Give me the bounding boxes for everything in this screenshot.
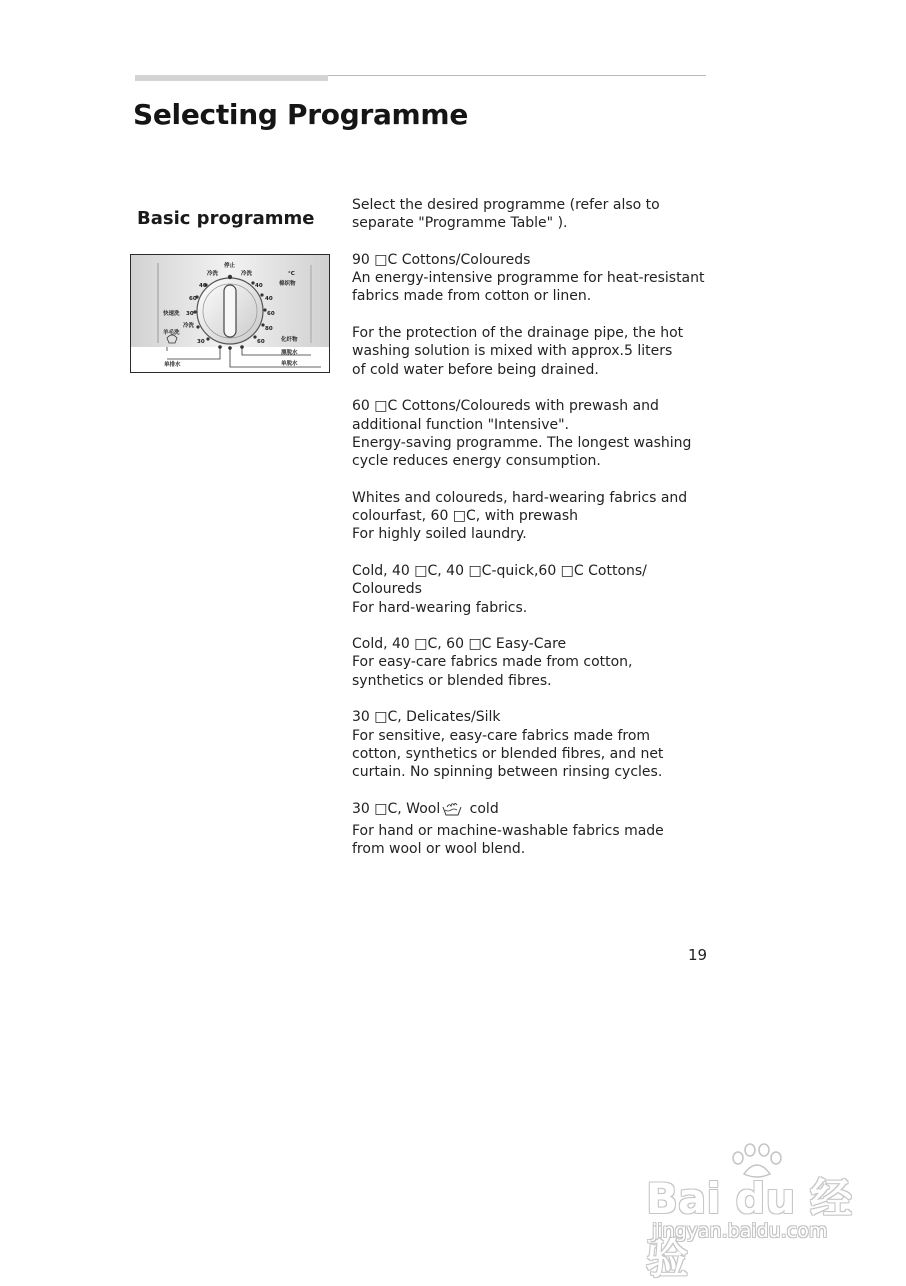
watermark-logo: Bai du 经验 <box>646 1174 852 1283</box>
paragraph-easy-care: Cold, 40 □C, 60 □C Easy-Care For easy-care fabrics made from cotton, synthetics or blended fibres. <box>352 636 633 689</box>
paragraph-delicates: 30 □C, Delicates/Silk For sensitive, easy-care fabrics made from cotton, synthetics or blended fibres, and net curtain. No spinning between rinsing cycles. <box>352 709 664 781</box>
svg-text:化纤物: 化纤物 <box>281 337 298 343</box>
svg-text:漂脱水: 漂脱水 <box>281 350 298 356</box>
page-title: Selecting Programme <box>133 98 469 131</box>
watermark <box>640 1140 870 1283</box>
paragraph-whites: Whites and coloureds, hard-wearing fabrics and colourfast, 60 □C, with prewash For highly soiled laundry. <box>352 489 688 543</box>
paragraph-drainage: For the protection of the drainage pipe, the hot washing solution is mixed with approx.5 liters of cold water before being drained. <box>352 325 684 378</box>
svg-text:快速洗: 快速洗 <box>163 311 180 317</box>
programme-descriptions <box>352 196 712 877</box>
page-number: 19 <box>688 946 708 964</box>
wool-heading: 30 □C, Wool cold <box>352 800 712 822</box>
svg-text:30: 30 <box>186 311 194 317</box>
svg-text:40: 40 <box>199 283 207 289</box>
hand-wash-icon <box>441 801 463 822</box>
paragraph-60-prewash: 60 □C Cottons/Coloureds with prewash and additional function "Intensive". Energy-saving programme. The longest washing cycle reduces energy consumption. <box>352 398 692 470</box>
svg-text:停止: 停止 <box>224 263 236 269</box>
svg-text:40: 40 <box>265 296 273 302</box>
svg-text:单排水: 单排水 <box>164 362 181 368</box>
svg-text:°C: °C <box>288 271 295 277</box>
svg-text:棉织物: 棉织物 <box>279 281 296 287</box>
programme-dial-icon <box>131 255 329 372</box>
svg-text:60: 60 <box>189 296 197 302</box>
svg-text:60: 60 <box>267 311 275 317</box>
svg-text:80: 80 <box>265 326 273 332</box>
svg-text:冷洗: 冷洗 <box>207 271 219 277</box>
paragraph-intro: Select the desired programme (refer also to separate "Programme Table" ). <box>352 197 660 232</box>
svg-text:冷洗: 冷洗 <box>241 271 253 277</box>
svg-text:40: 40 <box>255 283 263 289</box>
svg-text:冷洗: 冷洗 <box>183 323 195 329</box>
svg-text:30: 30 <box>197 339 205 345</box>
watermark-url: jingyan.baidu.com <box>652 1220 828 1242</box>
programme-dial-panel <box>130 254 330 373</box>
paragraph-cold-cottons: Cold, 40 □C, 40 □C-quick,60 □C Cottons/ Coloureds For hard-wearing fabrics. <box>352 562 647 616</box>
paragraph-90-cottons: 90 □C Cottons/Coloureds An energy-intensive programme for heat-resistant fabrics made from cotton or linen. <box>352 251 705 305</box>
header-rule-accent <box>135 75 328 81</box>
svg-text:羊毛洗: 羊毛洗 <box>163 330 180 336</box>
svg-text:60: 60 <box>257 339 265 345</box>
section-heading: Basic programme <box>137 208 315 229</box>
svg-text:单脱水: 单脱水 <box>281 361 298 367</box>
paragraph-wool: 30 □C, Wool cold For hand or machine-washable fabrics made from wool or wool blend. <box>352 800 712 859</box>
